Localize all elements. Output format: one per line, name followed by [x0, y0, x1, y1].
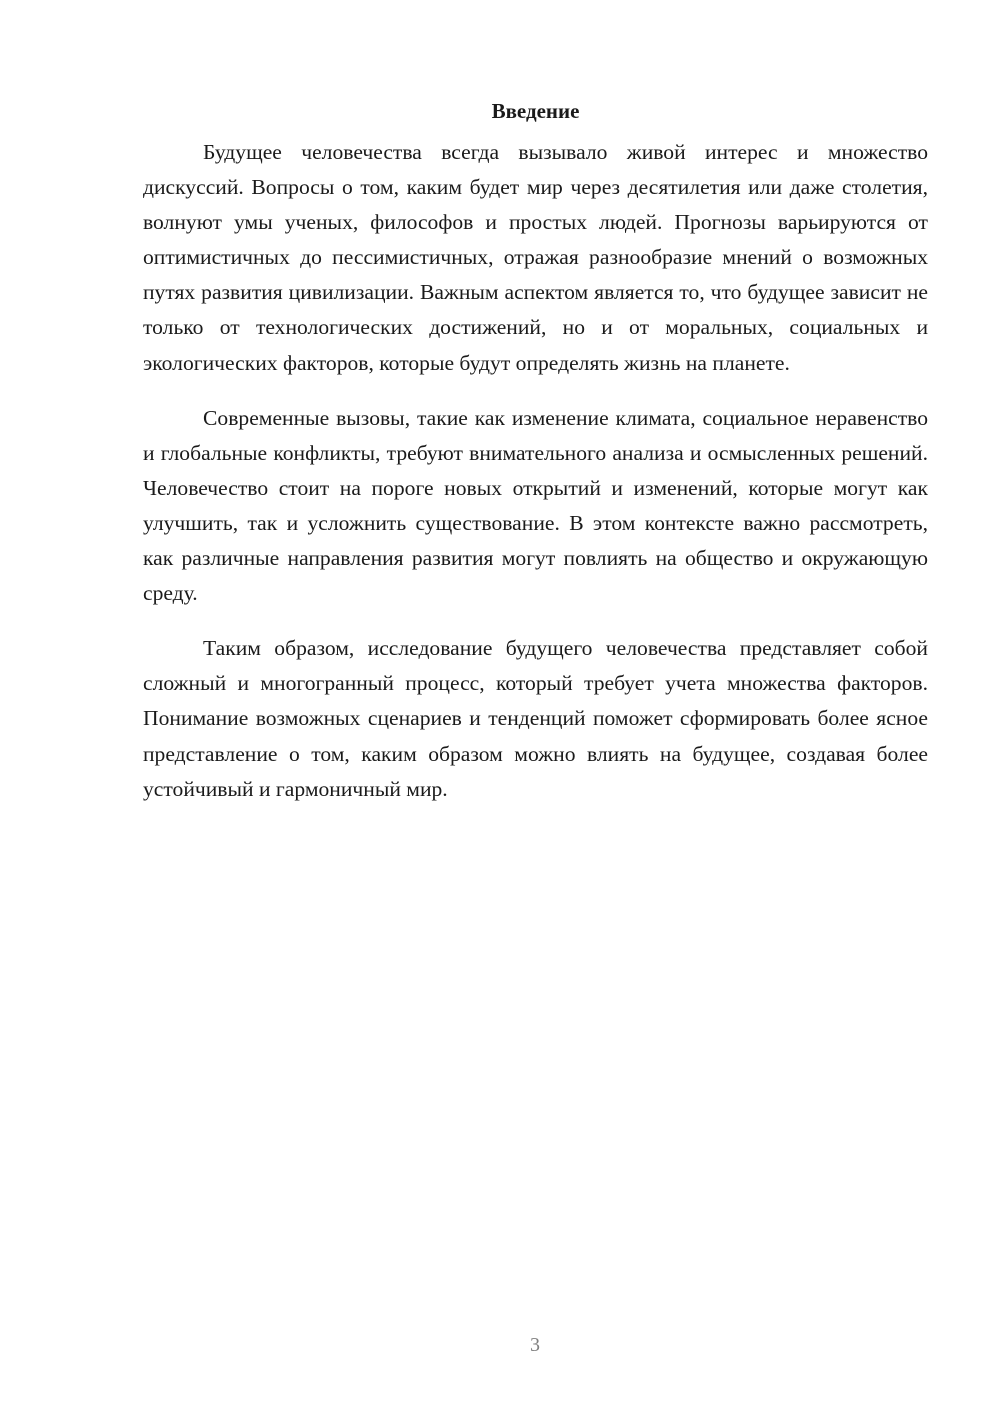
- section-heading: Введение: [491, 99, 580, 123]
- document-page: [143, 95, 928, 807]
- page-number: 3: [530, 1334, 540, 1356]
- paragraph-2: Современные вызовы, такие как изменение климата, социальное неравенство и глобальные конфликты, требуют внимательного анализа и осмысленных решений. Человечество стоит на пороге новых открытий и изменений, которые могут как улучшить, так и усложнить существование. В этом контексте важно рассмотреть, как различные направления развития могут повлиять на общество и окружающую среду.: [143, 405, 928, 606]
- paragraph-3: Таким образом, исследование будущего человечества представляет собой сложный и многогранный процесс, который требует учета множества факторов. Понимание возможных сценариев и тенденций поможет сформировать более ясное представление о том, каким образом можно влиять на будущее, создавая более устойчивый и гармоничный мир.: [143, 636, 928, 801]
- paragraph-1: Будущее человечества всегда вызывало живой интерес и множество дискуссий. Вопросы о том, каким будет мир через десятилетия или даже столетия, волнуют умы ученых, философов и простых людей. Прогнозы варьируются от оптимистичных до пессимистичных, отражая разнообразие мнений о возможных путях развития цивилизации. Важным аспектом является то, что будущее зависит не только от технологических достижений, но и от моральных, социальных и экологических факторов, которые будут определять жизнь на планете.: [143, 140, 928, 375]
